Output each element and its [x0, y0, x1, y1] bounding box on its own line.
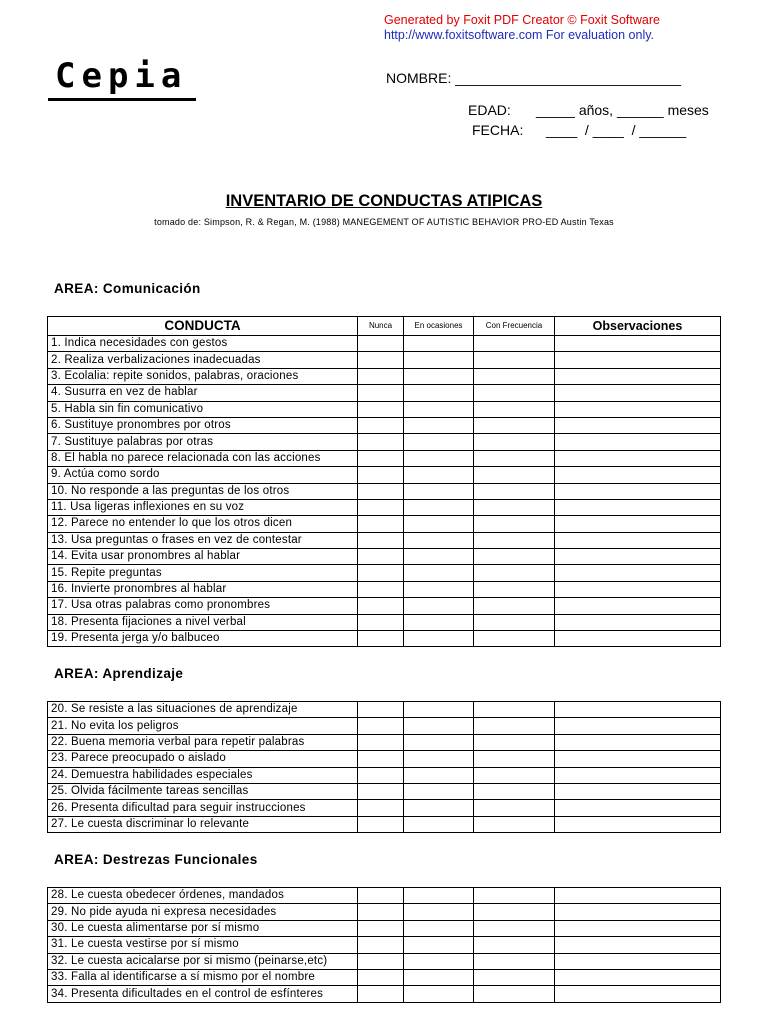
table-row: [48, 581, 721, 597]
frecuencia-cell[interactable]: [474, 565, 555, 581]
ocasiones-cell[interactable]: [404, 434, 474, 450]
ocasiones-cell[interactable]: [404, 734, 474, 750]
nunca-cell[interactable]: [358, 904, 404, 920]
conducta-item: 18. Presenta fijaciones a nivel verbal: [48, 614, 358, 630]
conducta-item: 34. Presenta dificultades en el control de esfínteres: [48, 986, 358, 1002]
observaciones-cell[interactable]: [555, 401, 721, 417]
nunca-cell[interactable]: [358, 368, 404, 384]
table-row: [48, 734, 721, 750]
nunca-cell[interactable]: [358, 598, 404, 614]
frecuencia-cell[interactable]: [474, 385, 555, 401]
frecuencia-cell[interactable]: [474, 614, 555, 630]
evaluation-watermark: [384, 13, 660, 43]
frecuencia-cell[interactable]: [474, 631, 555, 647]
ocasiones-cell[interactable]: [404, 549, 474, 565]
frecuencia-cell[interactable]: [474, 718, 555, 734]
conducta-item: 32. Le cuesta acicalarse por si mismo (peinarse,etc): [48, 953, 358, 969]
observaciones-cell[interactable]: [555, 767, 721, 783]
frecuencia-cell[interactable]: [474, 783, 555, 799]
observaciones-cell[interactable]: [555, 417, 721, 433]
table-row: [48, 532, 721, 548]
logo-underline: [48, 98, 196, 101]
table-row: [48, 986, 721, 1002]
conducta-item: 9. Actúa como sordo: [48, 467, 358, 483]
nunca-cell[interactable]: [358, 800, 404, 816]
nunca-cell[interactable]: [358, 467, 404, 483]
frecuencia-cell[interactable]: [474, 352, 555, 368]
observaciones-cell[interactable]: [555, 904, 721, 920]
nunca-cell[interactable]: [358, 718, 404, 734]
frecuencia-cell[interactable]: [474, 368, 555, 384]
ocasiones-cell[interactable]: [404, 718, 474, 734]
conducta-item: 14. Evita usar pronombres al hablar: [48, 549, 358, 565]
nunca-cell[interactable]: [358, 751, 404, 767]
ocasiones-cell[interactable]: [404, 368, 474, 384]
nunca-cell[interactable]: [358, 953, 404, 969]
table-row: [48, 368, 721, 384]
conducta-item: 2. Realiza verbalizaciones inadecuadas: [48, 352, 358, 368]
conducta-item: 33. Falla al identificarse a sí mismo por el nombre: [48, 969, 358, 985]
ocasiones-cell[interactable]: [404, 385, 474, 401]
ocasiones-cell[interactable]: [404, 352, 474, 368]
table-row: [48, 969, 721, 985]
observaciones-cell[interactable]: [555, 816, 721, 832]
observaciones-cell[interactable]: [555, 483, 721, 499]
frecuencia-cell[interactable]: [474, 401, 555, 417]
observaciones-cell[interactable]: [555, 581, 721, 597]
table-row: [48, 401, 721, 417]
table-row: [48, 920, 721, 936]
frecuencia-cell[interactable]: [474, 767, 555, 783]
conducta-item: 20. Se resiste a las situaciones de aprendizaje: [48, 702, 358, 718]
ocasiones-cell[interactable]: [404, 783, 474, 799]
frecuencia-cell[interactable]: [474, 702, 555, 718]
frecuencia-cell[interactable]: [474, 467, 555, 483]
edad-field: _____ años, ______ meses: [536, 102, 709, 118]
table-row: [48, 631, 721, 647]
source-citation: tomado de: Simpson, R. & Regan, M. (1988) MANEGEMENT OF AUTISTIC BEHAVIOR PRO-ED Austin Texas: [154, 217, 614, 227]
observaciones-cell[interactable]: [555, 888, 721, 904]
ocasiones-cell[interactable]: [404, 532, 474, 548]
fecha-label: FECHA:: [472, 122, 524, 138]
nunca-cell[interactable]: [358, 434, 404, 450]
observaciones-cell[interactable]: [555, 565, 721, 581]
observaciones-cell[interactable]: [555, 499, 721, 515]
observaciones-cell[interactable]: [555, 549, 721, 565]
nunca-cell[interactable]: [358, 450, 404, 466]
frecuencia-cell[interactable]: [474, 532, 555, 548]
column-header-ocasiones: En ocasiones: [404, 317, 474, 336]
frecuencia-cell[interactable]: [474, 751, 555, 767]
frecuencia-cell[interactable]: [474, 450, 555, 466]
conducta-item: 27. Le cuesta discriminar lo relevante: [48, 816, 358, 832]
frecuencia-cell[interactable]: [474, 417, 555, 433]
ocasiones-cell[interactable]: [404, 614, 474, 630]
conducta-item: 5. Habla sin fin comunicativo: [48, 401, 358, 417]
frecuencia-cell[interactable]: [474, 434, 555, 450]
table-row: [48, 352, 721, 368]
column-header-observaciones: Observaciones: [555, 317, 721, 336]
ocasiones-cell[interactable]: [404, 888, 474, 904]
ocasiones-cell[interactable]: [404, 904, 474, 920]
frecuencia-cell[interactable]: [474, 800, 555, 816]
nunca-cell[interactable]: [358, 783, 404, 799]
ocasiones-cell[interactable]: [404, 516, 474, 532]
cepia-logo: Cepia: [55, 56, 188, 96]
rows-comunicacion: [48, 336, 721, 647]
frecuencia-cell[interactable]: [474, 516, 555, 532]
observaciones-cell[interactable]: [555, 450, 721, 466]
ocasiones-cell[interactable]: [404, 598, 474, 614]
ocasiones-cell[interactable]: [404, 920, 474, 936]
observaciones-cell[interactable]: [555, 953, 721, 969]
edad-label: EDAD:: [468, 102, 511, 118]
table-row: [48, 751, 721, 767]
conducta-item: 22. Buena memoria verbal para repetir palabras: [48, 734, 358, 750]
nunca-cell[interactable]: [358, 532, 404, 548]
nunca-cell[interactable]: [358, 499, 404, 515]
observaciones-cell[interactable]: [555, 969, 721, 985]
conducta-item: 3. Ecolalia: repite sonidos, palabras, oraciones: [48, 368, 358, 384]
ocasiones-cell[interactable]: [404, 467, 474, 483]
frecuencia-cell[interactable]: [474, 986, 555, 1002]
observaciones-cell[interactable]: [555, 385, 721, 401]
frecuencia-cell[interactable]: [474, 734, 555, 750]
observaciones-cell[interactable]: [555, 598, 721, 614]
observaciones-cell[interactable]: [555, 783, 721, 799]
frecuencia-cell[interactable]: [474, 816, 555, 832]
frecuencia-cell[interactable]: [474, 499, 555, 515]
observaciones-cell[interactable]: [555, 751, 721, 767]
nunca-cell[interactable]: [358, 614, 404, 630]
frecuencia-cell[interactable]: [474, 969, 555, 985]
conducta-item: 6. Sustituye pronombres por otros: [48, 417, 358, 433]
nunca-cell[interactable]: [358, 549, 404, 565]
column-header-frecuencia: Con Frecuencia: [474, 317, 555, 336]
conducta-item: 25. Olvida fácilmente tareas sencillas: [48, 783, 358, 799]
observaciones-cell[interactable]: [555, 368, 721, 384]
conducta-item: 26. Presenta dificultad para seguir instrucciones: [48, 800, 358, 816]
frecuencia-cell[interactable]: [474, 937, 555, 953]
frecuencia-cell[interactable]: [474, 336, 555, 352]
nunca-cell[interactable]: [358, 734, 404, 750]
table-row: [48, 904, 721, 920]
nunca-cell[interactable]: [358, 767, 404, 783]
table-row: [48, 385, 721, 401]
ocasiones-cell[interactable]: [404, 767, 474, 783]
table-comunicacion: [47, 316, 721, 647]
table-row: [48, 549, 721, 565]
conducta-item: 28. Le cuesta obedecer órdenes, mandados: [48, 888, 358, 904]
table-header-row: [48, 317, 721, 336]
conducta-item: 19. Presenta jerga y/o balbuceo: [48, 631, 358, 647]
table-row: [48, 417, 721, 433]
observaciones-cell[interactable]: [555, 718, 721, 734]
table-row: [48, 483, 721, 499]
table-row: [48, 516, 721, 532]
rows-aprendizaje: [48, 702, 721, 833]
table-row: [48, 702, 721, 718]
section-title-comunicacion: AREA: Comunicación: [54, 281, 201, 296]
table-row: [48, 450, 721, 466]
conducta-item: 24. Demuestra habilidades especiales: [48, 767, 358, 783]
nunca-cell[interactable]: [358, 888, 404, 904]
observaciones-cell[interactable]: [555, 614, 721, 630]
observaciones-cell[interactable]: [555, 702, 721, 718]
rows-destrezas: [48, 888, 721, 1003]
ocasiones-cell[interactable]: [404, 751, 474, 767]
table-row: [48, 336, 721, 352]
observaciones-cell[interactable]: [555, 352, 721, 368]
conducta-item: 4. Susurra en vez de hablar: [48, 385, 358, 401]
conducta-item: 17. Usa otras palabras como pronombres: [48, 598, 358, 614]
section-title-aprendizaje: AREA: Aprendizaje: [54, 666, 184, 681]
observaciones-cell[interactable]: [555, 467, 721, 483]
ocasiones-cell[interactable]: [404, 450, 474, 466]
table-row: [48, 499, 721, 515]
ocasiones-cell[interactable]: [404, 417, 474, 433]
ocasiones-cell[interactable]: [404, 986, 474, 1002]
section-title-destrezas: AREA: Destrezas Funcionales: [54, 852, 258, 867]
ocasiones-cell[interactable]: [404, 565, 474, 581]
ocasiones-cell[interactable]: [404, 336, 474, 352]
table-row: [48, 614, 721, 630]
nunca-cell[interactable]: [358, 565, 404, 581]
nunca-cell[interactable]: [358, 702, 404, 718]
ocasiones-cell[interactable]: [404, 800, 474, 816]
nunca-cell[interactable]: [358, 816, 404, 832]
nunca-cell[interactable]: [358, 969, 404, 985]
ocasiones-cell[interactable]: [404, 499, 474, 515]
table-row: [48, 800, 721, 816]
frecuencia-cell[interactable]: [474, 920, 555, 936]
table-row: [48, 953, 721, 969]
nunca-cell[interactable]: [358, 581, 404, 597]
watermark-line-1: Generated by Foxit PDF Creator © Foxit Software: [384, 13, 660, 27]
ocasiones-cell[interactable]: [404, 631, 474, 647]
nunca-cell[interactable]: [358, 336, 404, 352]
frecuencia-cell[interactable]: [474, 581, 555, 597]
conducta-item: 7. Sustituye palabras por otras: [48, 434, 358, 450]
conducta-item: 8. El habla no parece relacionada con las acciones: [48, 450, 358, 466]
frecuencia-cell[interactable]: [474, 904, 555, 920]
observaciones-cell[interactable]: [555, 336, 721, 352]
frecuencia-cell[interactable]: [474, 953, 555, 969]
nunca-cell[interactable]: [358, 401, 404, 417]
observaciones-cell[interactable]: [555, 532, 721, 548]
table-row: [48, 718, 721, 734]
nunca-cell[interactable]: [358, 516, 404, 532]
table-row: [48, 434, 721, 450]
nunca-cell[interactable]: [358, 385, 404, 401]
table-row: [48, 937, 721, 953]
conducta-item: 23. Parece preocupado o aislado: [48, 751, 358, 767]
observaciones-cell[interactable]: [555, 631, 721, 647]
conducta-item: 12. Parece no entender lo que los otros dicen: [48, 516, 358, 532]
table-destrezas: [47, 887, 721, 1003]
table-row: [48, 888, 721, 904]
ocasiones-cell[interactable]: [404, 483, 474, 499]
conducta-item: 1. Indica necesidades con gestos: [48, 336, 358, 352]
ocasiones-cell[interactable]: [404, 816, 474, 832]
conducta-item: 13. Usa preguntas o frases en vez de contestar: [48, 532, 358, 548]
nunca-cell[interactable]: [358, 937, 404, 953]
ocasiones-cell[interactable]: [404, 702, 474, 718]
table-row: [48, 467, 721, 483]
frecuencia-cell[interactable]: [474, 549, 555, 565]
conducta-item: 15. Repite preguntas: [48, 565, 358, 581]
conducta-item: 31. Le cuesta vestirse por sí mismo: [48, 937, 358, 953]
conducta-item: 21. No evita los peligros: [48, 718, 358, 734]
frecuencia-cell[interactable]: [474, 888, 555, 904]
conducta-item: 10. No responde a las preguntas de los otros: [48, 483, 358, 499]
conducta-item: 11. Usa ligeras inflexiones en su voz: [48, 499, 358, 515]
table-row: [48, 783, 721, 799]
ocasiones-cell[interactable]: [404, 401, 474, 417]
conducta-item: 16. Invierte pronombres al hablar: [48, 581, 358, 597]
observaciones-cell[interactable]: [555, 516, 721, 532]
frecuencia-cell[interactable]: [474, 598, 555, 614]
conducta-item: 29. No pide ayuda ni expresa necesidades: [48, 904, 358, 920]
nunca-cell[interactable]: [358, 417, 404, 433]
nombre-field: NOMBRE: _____________________________: [386, 70, 682, 86]
column-header-conducta: CONDUCTA: [48, 317, 358, 336]
ocasiones-cell[interactable]: [404, 937, 474, 953]
observaciones-cell[interactable]: [555, 434, 721, 450]
conducta-item: 30. Le cuesta alimentarse por sí mismo: [48, 920, 358, 936]
table-row: [48, 767, 721, 783]
fecha-field: ____ / ____ / ______: [546, 122, 687, 138]
ocasiones-cell[interactable]: [404, 953, 474, 969]
nunca-cell[interactable]: [358, 352, 404, 368]
column-header-nunca: Nunca: [358, 317, 404, 336]
table-row: [48, 565, 721, 581]
observaciones-cell[interactable]: [555, 734, 721, 750]
observaciones-cell[interactable]: [555, 937, 721, 953]
nunca-cell[interactable]: [358, 986, 404, 1002]
ocasiones-cell[interactable]: [404, 581, 474, 597]
observaciones-cell[interactable]: [555, 986, 721, 1002]
nunca-cell[interactable]: [358, 920, 404, 936]
watermark-line-2: http://www.foxitsoftware.com For evaluation only.: [384, 28, 655, 42]
observaciones-cell[interactable]: [555, 800, 721, 816]
nunca-cell[interactable]: [358, 483, 404, 499]
table-row: [48, 816, 721, 832]
observaciones-cell[interactable]: [555, 920, 721, 936]
frecuencia-cell[interactable]: [474, 483, 555, 499]
nunca-cell[interactable]: [358, 631, 404, 647]
table-row: [48, 598, 721, 614]
page-title: INVENTARIO DE CONDUCTAS ATIPICAS: [225, 192, 543, 210]
table-aprendizaje: [47, 701, 721, 833]
ocasiones-cell[interactable]: [404, 969, 474, 985]
